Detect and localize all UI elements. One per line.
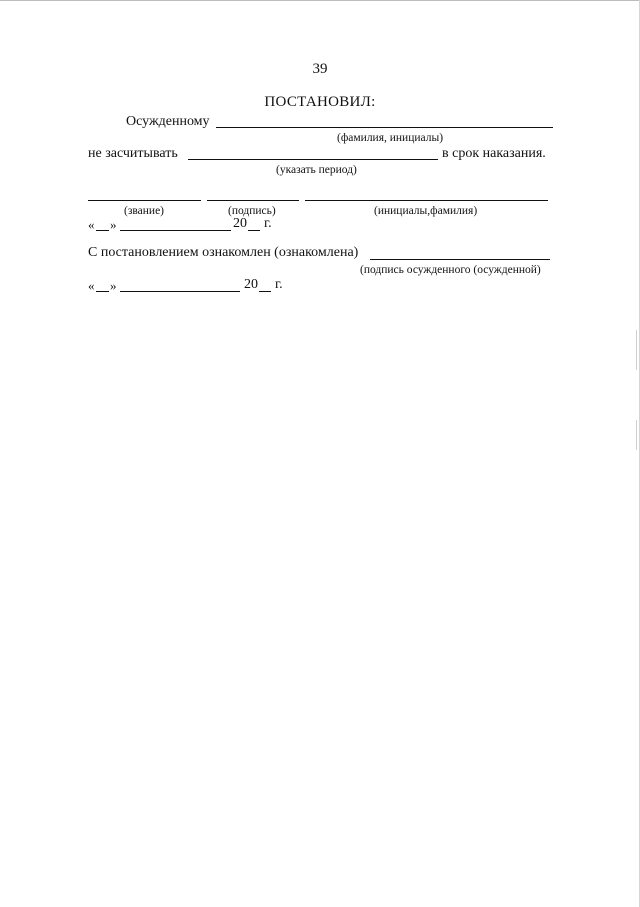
convict-name-hint: (фамилия, инициалы) <box>337 132 444 144</box>
year2-prefix: 20 <box>244 277 258 292</box>
period-blank <box>188 159 438 160</box>
date-close-quote: » <box>110 217 117 232</box>
year2-suffix: г. <box>275 277 283 292</box>
date2-open-quote: « <box>88 278 95 293</box>
name-blank <box>305 200 548 201</box>
convict-signature-hint: (подпись осужденного (осужденной) <box>360 264 541 276</box>
day-blank <box>96 230 109 231</box>
year-blank <box>248 230 260 231</box>
date2-close-quote: » <box>110 278 117 293</box>
page-top-edge <box>0 0 640 1</box>
convict-label: Осужденному <box>126 114 210 129</box>
acquainted-label: С постановлением ознакомлен (ознакомлена) <box>88 245 359 260</box>
term-suffix: в срок наказания. <box>442 146 546 161</box>
not-count-label: не засчитывать <box>88 146 178 161</box>
year2-blank <box>259 291 271 292</box>
convict-name-blank <box>216 127 553 128</box>
date-open-quote: « <box>88 217 95 232</box>
scan-artifact <box>636 330 637 370</box>
signature-hint: (подпись) <box>228 205 276 217</box>
resolution-heading: ПОСТАНОВИЛ: <box>264 94 376 110</box>
year-suffix: г. <box>264 216 272 231</box>
rank-hint: (звание) <box>124 205 164 217</box>
convict-signature-blank <box>370 259 550 260</box>
year-prefix: 20 <box>233 216 247 231</box>
rank-blank <box>88 200 201 201</box>
scan-artifact <box>636 420 637 450</box>
signature-blank <box>207 200 299 201</box>
month2-blank <box>120 291 240 292</box>
month-blank <box>120 230 231 231</box>
name-hint: (инициалы,фамилия) <box>374 205 478 217</box>
page-number: 39 <box>312 61 328 77</box>
day2-blank <box>96 291 109 292</box>
period-hint: (указать период) <box>276 164 357 176</box>
